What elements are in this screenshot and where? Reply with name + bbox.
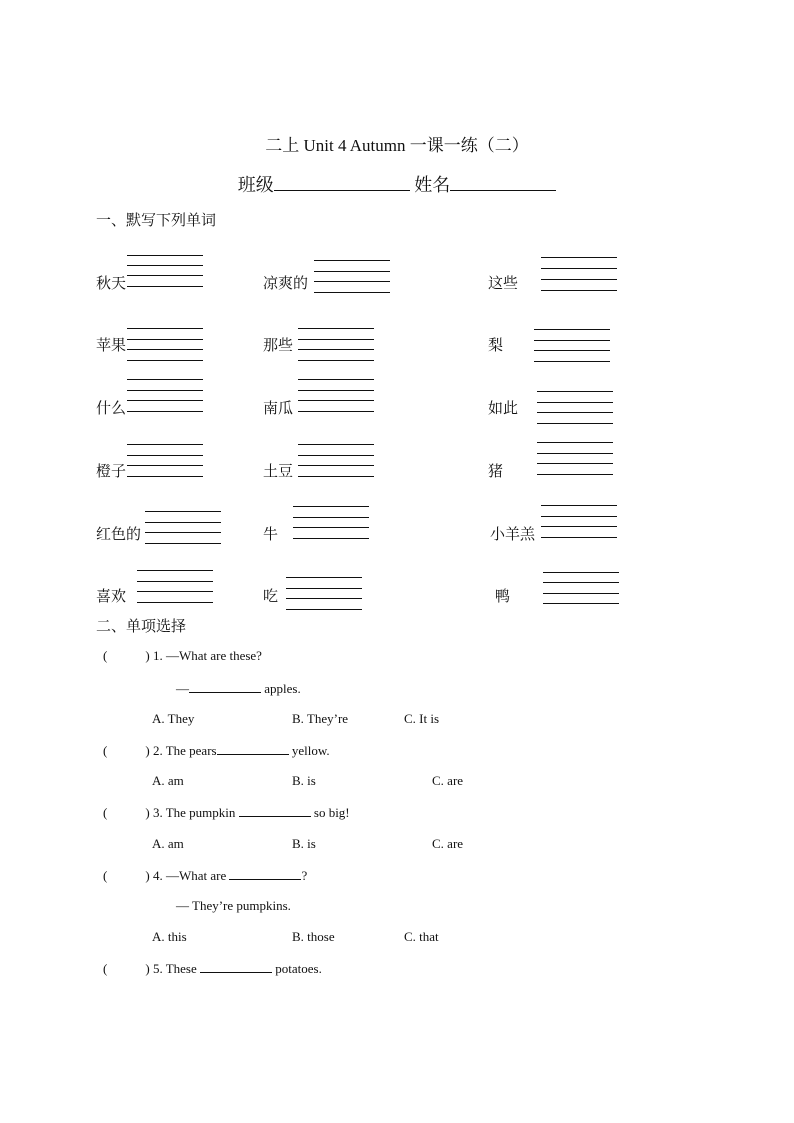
option-c[interactable]: C. It is: [404, 711, 440, 726]
option-a[interactable]: A. am: [152, 773, 184, 788]
option-b[interactable]: B. is: [292, 773, 316, 788]
question-4-answer: — They’re pumpkins.: [176, 898, 291, 913]
paren-close: ): [145, 961, 150, 976]
option-c[interactable]: C. are: [432, 773, 464, 788]
question-prefix: These: [165, 961, 197, 976]
writing-lines[interactable]: [127, 328, 203, 361]
page-title: 二上 Unit 4 Autumn 一课一练（二）: [265, 136, 529, 155]
question-number: 4.: [152, 868, 163, 883]
option-b[interactable]: B. those: [292, 929, 335, 944]
option-b[interactable]: B. is: [292, 836, 316, 851]
question-prefix: The pumpkin: [165, 805, 236, 820]
word-label: 梨: [488, 336, 504, 354]
question-number: 5.: [152, 961, 163, 976]
question-suffix: potatoes.: [275, 961, 322, 976]
option-a[interactable]: A. am: [152, 836, 184, 851]
writing-lines[interactable]: [537, 442, 613, 475]
paren-close: ): [145, 868, 150, 883]
fill-blank[interactable]: [200, 960, 272, 973]
writing-lines[interactable]: [314, 260, 390, 293]
writing-lines[interactable]: [534, 329, 610, 362]
writing-lines[interactable]: [127, 379, 203, 412]
word-label: 橙子: [96, 462, 127, 480]
class-label: 班级: [237, 175, 274, 195]
word-label: 凉爽的: [263, 274, 309, 292]
name-blank[interactable]: [450, 174, 556, 191]
paren-open: (: [103, 648, 108, 663]
writing-lines[interactable]: [127, 255, 203, 287]
writing-lines[interactable]: [145, 511, 221, 544]
class-blank[interactable]: [274, 174, 410, 191]
word-label: 苹果: [96, 336, 127, 354]
word-label: 这些: [488, 274, 519, 292]
writing-lines[interactable]: [137, 570, 213, 603]
word-label: 红色的: [96, 525, 142, 543]
paren-close: ): [145, 805, 150, 820]
question-number: 1.: [152, 648, 163, 663]
question-number: 2.: [152, 743, 163, 758]
option-b[interactable]: B. They’re: [292, 711, 349, 726]
word-label: 如此: [488, 399, 519, 417]
word-label: 猪: [488, 462, 504, 480]
question-prefix: —What are: [165, 868, 227, 883]
question-4: [103, 867, 307, 884]
dash: —: [176, 681, 189, 696]
word-label: 那些: [263, 336, 294, 354]
section2-heading: 二、单项选择: [96, 617, 187, 635]
writing-lines[interactable]: [293, 506, 369, 539]
question-suffix: ?: [301, 868, 308, 883]
question-suffix: so big!: [313, 805, 350, 820]
option-a[interactable]: A. this: [152, 929, 187, 944]
writing-lines[interactable]: [298, 328, 374, 361]
answer-suffix: apples.: [264, 681, 301, 696]
writing-lines[interactable]: [543, 572, 619, 604]
paren-open: (: [103, 868, 108, 883]
question-prefix: The pears: [165, 743, 217, 758]
question-5: [103, 960, 322, 977]
fill-blank[interactable]: [189, 680, 261, 693]
section1-heading: 一、默写下列单词: [96, 211, 217, 229]
word-label: 土豆: [263, 462, 294, 480]
word-label: 小羊羔: [490, 525, 536, 543]
writing-lines[interactable]: [541, 505, 617, 538]
word-label: 牛: [263, 525, 279, 543]
fill-blank[interactable]: [229, 867, 301, 880]
fill-blank[interactable]: [217, 742, 289, 755]
question-suffix: yellow.: [291, 743, 330, 758]
class-name-line: [0, 171, 794, 197]
paren-open: (: [103, 961, 108, 976]
writing-lines[interactable]: [298, 444, 374, 477]
question-3: [103, 804, 350, 821]
word-label: 喜欢: [96, 587, 127, 605]
writing-lines[interactable]: [298, 379, 374, 412]
writing-lines[interactable]: [286, 577, 362, 610]
word-label: 吃: [263, 587, 279, 605]
word-label: 秋天: [96, 274, 127, 292]
paren-close: ): [145, 648, 150, 663]
writing-lines[interactable]: [541, 257, 617, 291]
option-c[interactable]: C. that: [404, 929, 439, 944]
paren-close: ): [145, 743, 150, 758]
question-1-answer-line: [176, 680, 301, 697]
word-label: 南瓜: [263, 399, 294, 417]
paren-open: (: [103, 805, 108, 820]
question-2: [103, 742, 330, 759]
paren-open: (: [103, 743, 108, 758]
name-label: 姓名: [414, 175, 451, 195]
word-label: 鸭: [495, 587, 511, 605]
question-text: —What are these?: [165, 648, 262, 663]
writing-lines[interactable]: [127, 444, 203, 477]
fill-blank[interactable]: [239, 804, 311, 817]
option-c[interactable]: C. are: [432, 836, 464, 851]
word-label: 什么: [96, 399, 127, 417]
writing-lines[interactable]: [537, 391, 613, 424]
question-number: 3.: [152, 805, 163, 820]
option-a[interactable]: A. They: [152, 711, 195, 726]
question-1: [103, 648, 262, 664]
